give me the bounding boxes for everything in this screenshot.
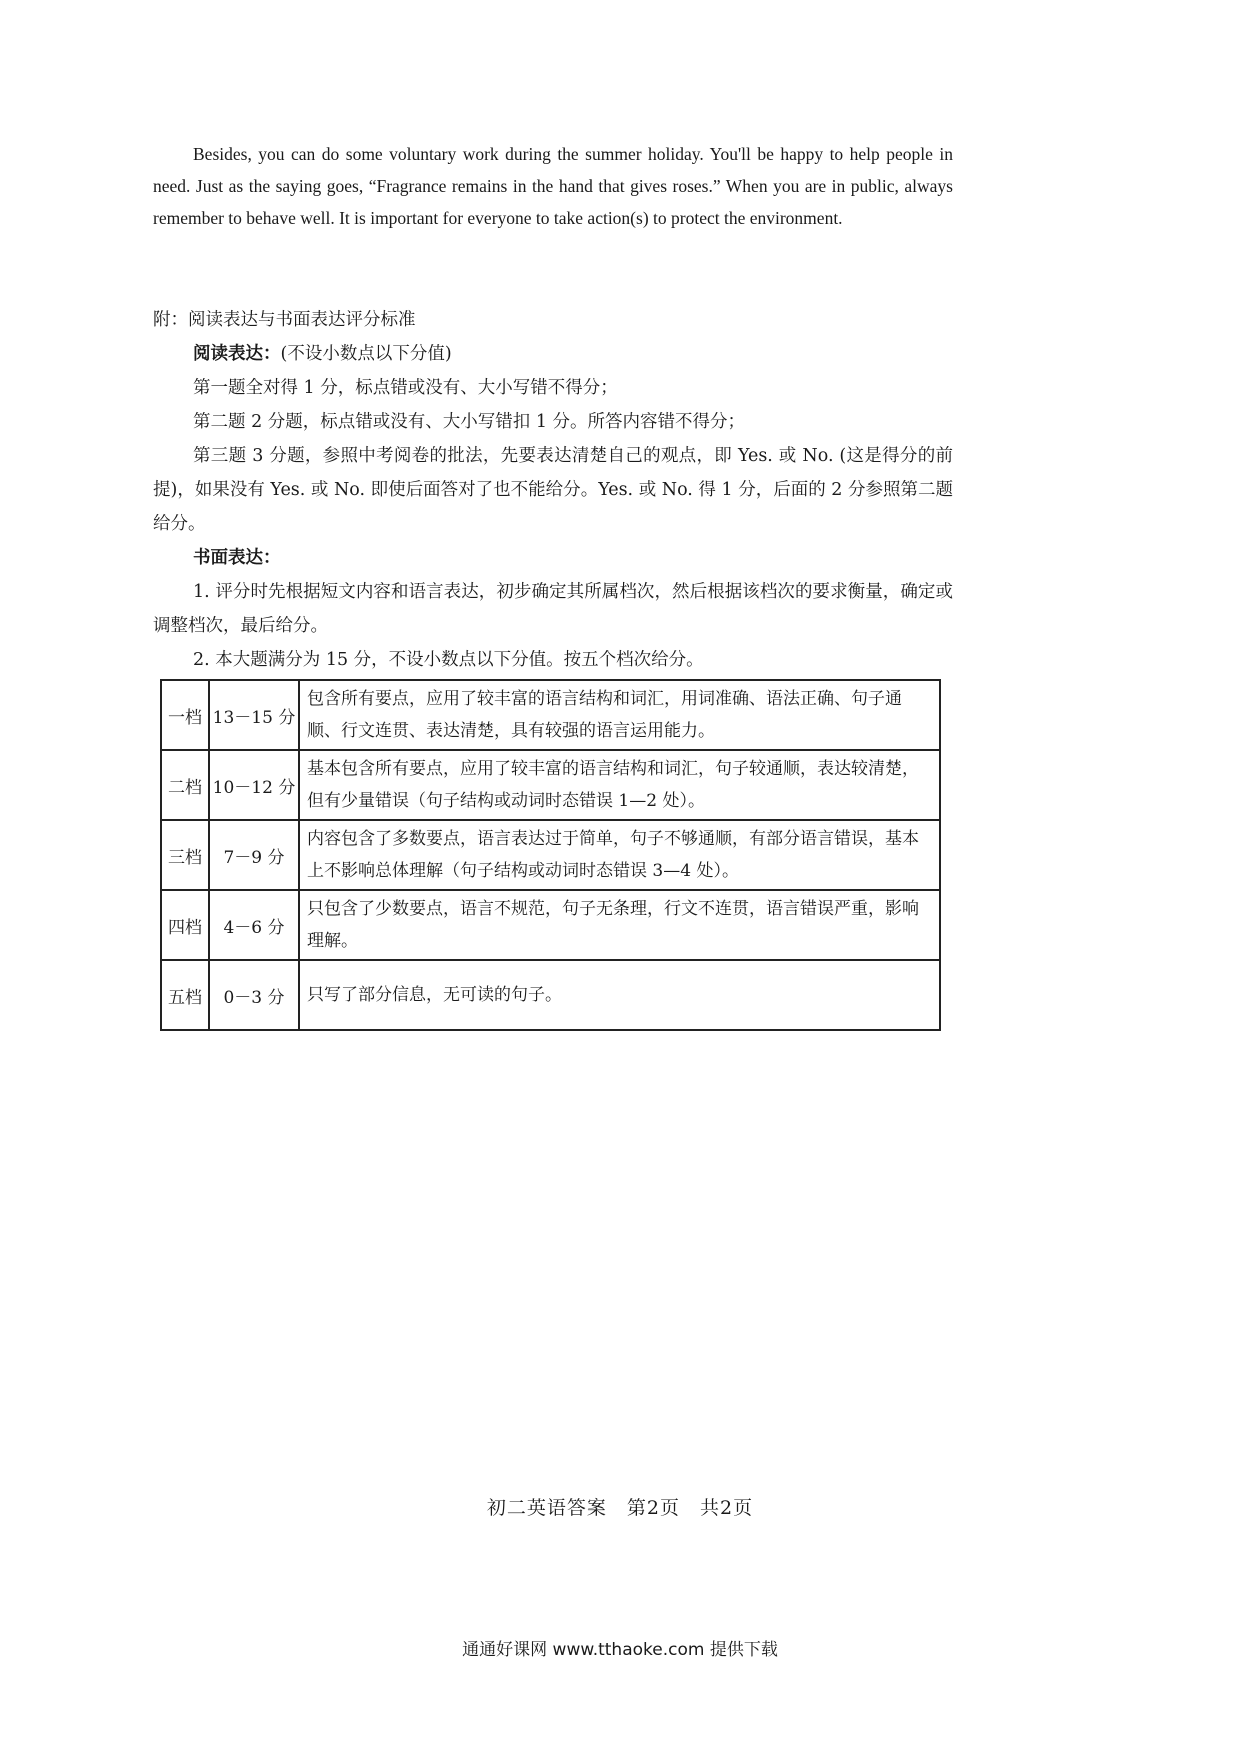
table-row <box>161 750 940 820</box>
rubric-description: 包含所有要点，应用了较丰富的语言结构和词汇，用词准确、语法正确、句子通顺、行文连贯、表达清楚，具有较强的语言运用能力。 <box>299 680 940 750</box>
rubric-description: 内容包含了多数要点，语言表达过于简单，句子不够通顺，有部分语言错误，基本上不影响总体理解（句子结构或动词时态错误 3—4 处）。 <box>299 820 940 890</box>
rubric-level: 五档 <box>161 960 209 1030</box>
table-row <box>161 960 940 1030</box>
reading-heading: 阅读表达： <box>193 344 281 364</box>
rubric-score: 0－3 分 <box>209 960 299 1030</box>
rubric-description: 基本包含所有要点，应用了较丰富的语言结构和词汇，句子较通顺，表达较清楚，但有少量错误（句子结构或动词时态错误 1—2 处）。 <box>299 750 940 820</box>
reading-rule-3: 第三题 3 分题，参照中考阅卷的批法，先要表达清楚自己的观点，即 Yes. 或 No. (这是得分的前提)，如果没有 Yes. 或 No. 即使后面答对了也不能给分。Yes. 或 No. 得 1 分，后面的 2 分参照第二题给分。 <box>153 446 953 534</box>
writing-heading: 书面表达： <box>193 548 281 568</box>
rubric-score: 10－12 分 <box>209 750 299 820</box>
rubric-score: 13－15 分 <box>209 680 299 750</box>
grading-rubric-table <box>160 679 941 1031</box>
appendix-section <box>153 303 953 677</box>
page-number-label: 初二英语答案 第2页 共2页 <box>486 1497 754 1519</box>
rubric-description: 只包含了少数要点，语言不规范，句子无条理，行文不连贯，语言错误严重，影响理解。 <box>299 890 940 960</box>
reading-rule-2: 第二题 2 分题，标点错或没有、大小写错扣 1 分。所答内容错不得分； <box>193 412 746 432</box>
rubric-level: 三档 <box>161 820 209 890</box>
rubric-level: 四档 <box>161 890 209 960</box>
appendix-title: 附：阅读表达与书面表达评分标准 <box>153 310 416 330</box>
download-source-note: 通通好课网 www.tthaoke.com 提供下载 <box>462 1640 778 1660</box>
rubric-description: 只写了部分信息，无可读的句子。 <box>299 960 940 1030</box>
table-row <box>161 820 940 890</box>
rubric-score: 4－6 分 <box>209 890 299 960</box>
table-row <box>161 680 940 750</box>
reading-heading-line <box>153 337 953 371</box>
reading-heading-note: (不设小数点以下分值) <box>280 344 452 364</box>
table-row <box>161 890 940 960</box>
reading-rule-1: 第一题全对得 1 分，标点错或没有、大小写错不得分； <box>193 378 618 398</box>
rubric-level: 二档 <box>161 750 209 820</box>
essay-paragraph: Besides, you can do some voluntary work during the summer holiday. You'll be happy to help people in need. Just as the saying goes, “Fragrance remains in the hand that gives roses.” When you are in public, always remember to behave well. It is important for everyone to take action(s) to protect the environment. <box>153 144 953 228</box>
writing-rule-2: 2. 本大题满分为 15 分，不设小数点以下分值。按五个档次给分。 <box>193 650 704 670</box>
essay-continuation <box>153 138 953 234</box>
writing-rule-1: 1. 评分时先根据短文内容和语言表达，初步确定其所属档次，然后根据该档次的要求衡量，确定或调整档次，最后给分。 <box>153 582 953 636</box>
rubric-score: 7－9 分 <box>209 820 299 890</box>
rubric-level: 一档 <box>161 680 209 750</box>
